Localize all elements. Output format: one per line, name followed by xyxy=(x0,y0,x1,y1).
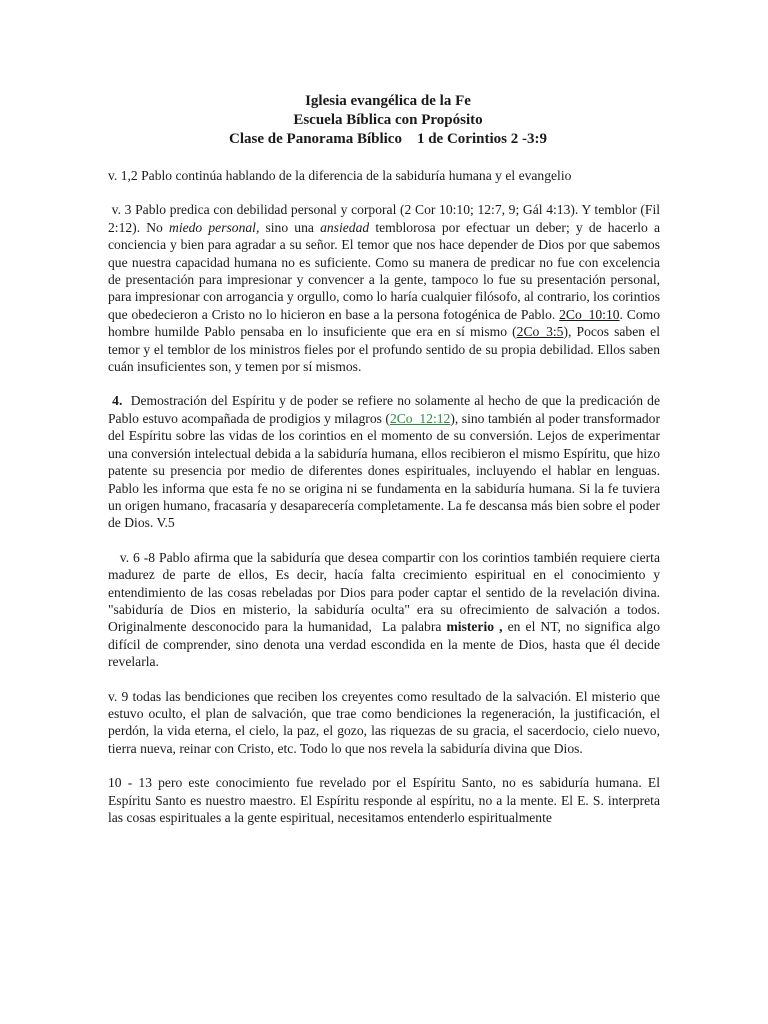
paragraph-text: v. 1,2 Pablo continúa hablando de la diferencia de la sabiduría humana y el evangelio xyxy=(108,168,572,183)
paragraph-text: temblorosa por efectuar un deber; y de hacerlo a conciencia y bien para agradar a su señor. El temor que nos hace depender de Dios por que sabemos que nuestra capacidad humana no es suficiente. Como su manera de predicar no fue con excelencia de presentación para impresionar y convencer a la gente, tampoco lo fue su presentación personal, para impresionar con arrogancia y orgullo, como lo haría cualquier filósofo, al contrario, los corintios que obedecieron a Cristo no lo hicieron en base a la persona fotogénica de Pablo. xyxy=(108,219,664,322)
class-title: Clase de Panorama Bíblico 1 de Corintios 2 -3:9 xyxy=(229,131,547,147)
paragraph-text: v. 3 Pablo predica con debilidad personal y corporal (2 Cor 10:10; 12:7, 9; Gál 4:13). Y temblor (Fil 2:12). No xyxy=(108,202,664,235)
paragraph-text: v. 9 todas las bendiciones que reciben los creyentes como resultado de la salvación. El misterio que estuvo oculto, el plan de salvación, que trae como bendiciones la regeneración, la justificación, el perdón, la vida eterna, el cielo, la paz, el gozo, las riquezas de su gracia, el sacerdocio, cielo nuevo, tierra nueva, reinar con Cristo, etc. Todo lo que nos revela la sabiduría divina que Dios. xyxy=(108,688,660,756)
document-page xyxy=(108,92,671,826)
paragraph-verse-3 xyxy=(108,201,664,375)
paragraph-verses-10-13 xyxy=(108,774,660,826)
emphasis-text: ansiedad xyxy=(320,219,370,235)
paragraph-text: en el NT, no significa algo difícil de comprender, sino denota una verdad escondida en la mente de Dios, hasta que él decide revelarla. xyxy=(108,619,664,670)
paragraph-verses-6-8 xyxy=(108,549,671,671)
church-name: Iglesia evangélica de la Fe xyxy=(305,93,471,109)
paragraph-text: . Como hombre humilde Pablo pensaba en lo insuficiente que era en sí mismo ( xyxy=(108,306,664,340)
paragraph-text: ), sino también al poder transformador del Espíritu sobre las vidas de los corintios en el momento de su conversión. Lejos de experimentar una conversión intelectual debida a la sabiduría humana, ellos recibieron el mismo Espíritu, que hizo patente su presencia por medio de diferentes dones espirituales, incluyendo el hablar en lenguas. Pablo les informa que esta fe no se origina ni se fundamenta en la sabiduría humana. Si la fe tuviera un origen humano, fracasaría y desaparecería completamente. La fe descansa más bien sobre el poder de Dios. V.5 xyxy=(108,410,664,531)
paragraph-text: ), Pocos saben el temor y el temblor de los ministros fieles por el profundo sentido de su propia debilidad. Ellos saben cuán insuficientes son, y temen por sí mismos. xyxy=(108,324,664,375)
emphasis-text: miedo personal, xyxy=(169,219,260,235)
paragraph-text: v. 6 -8 Pablo afirma que la sabiduría que desea compartir con los corintios también requiere cierta madurez de parte de ellos, Es decir, hacía falta crecimiento espiritual en el conocimiento y entendimiento de las cosas rebeladas por Dios para poder captar el sentido de la revelación divina. "sabiduría de Dios en misterio, la sabiduría oculta" era su ofrecimiento de salvación a todos. Originalmente desconocido para la humanidad, La palabra xyxy=(108,549,671,635)
verse-number: 4. xyxy=(108,393,123,409)
scripture-link-2co-3-5[interactable]: 2Co_3:5 xyxy=(516,324,564,340)
paragraph-verses-1-2 xyxy=(108,167,660,184)
school-name: Escuela Bíblica con Propósito xyxy=(293,112,483,128)
paragraph-text: 10 - 13 pero este conocimiento fue revelado por el Espíritu Santo, no es sabiduría humana. El Espíritu Santo es nuestro maestro. El Espíritu responde al espíritu, no a la mente. El E. S. interpreta las cosas espirituales a la gente espiritual, necesitamos entenderlo espiritualmente xyxy=(108,775,660,825)
paragraph-text: Demostración del Espíritu y de poder se refiere no solamente al hecho de que la predicación de Pablo estuvo acompañada de prodigios y milagros ( xyxy=(108,393,664,426)
emphasis-text: misterio , xyxy=(446,619,503,635)
scripture-link-2co-10-10[interactable]: 2Co_10:10 xyxy=(559,306,620,322)
paragraph-verse-9 xyxy=(108,688,660,758)
scripture-link-2co-12-12[interactable]: 2Co_12:12 xyxy=(389,410,451,426)
paragraph-text: sino una xyxy=(259,219,321,235)
document-header xyxy=(108,92,668,149)
paragraph-verse-4 xyxy=(108,392,664,531)
